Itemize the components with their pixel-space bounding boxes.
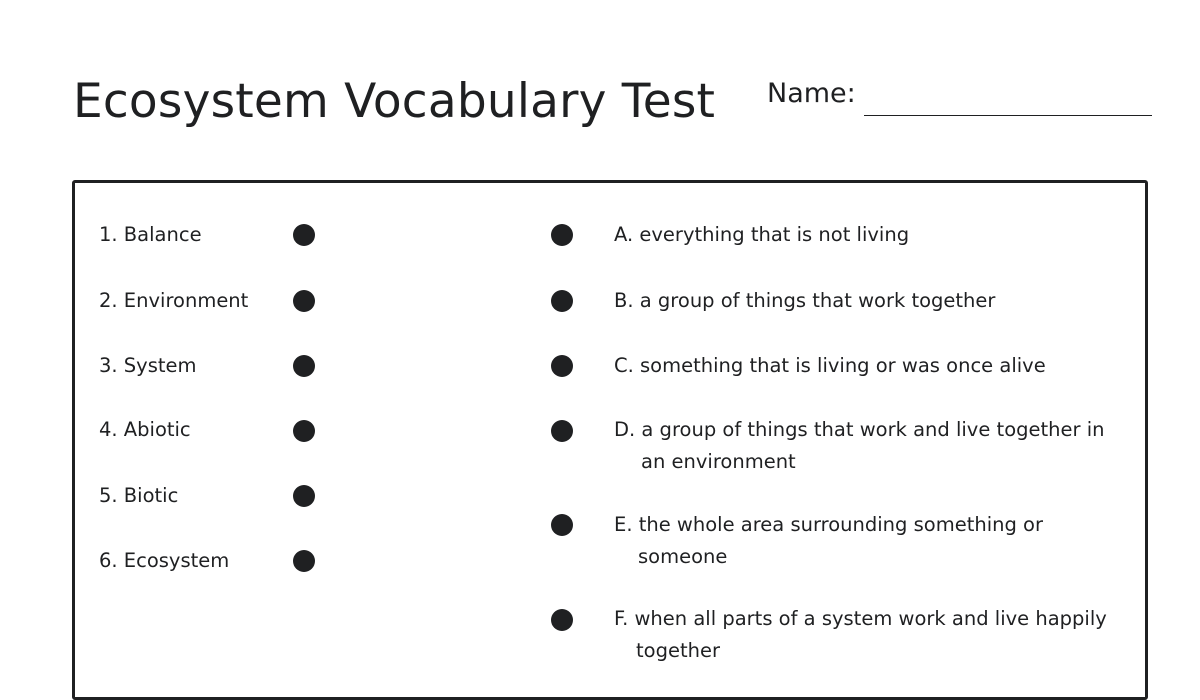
- definition-e-text: E. the whole area surrounding something or: [614, 513, 1043, 536]
- term-balance: 1. Balance: [99, 223, 202, 246]
- definition-a-text: A. everything that is not living: [614, 223, 910, 246]
- term-environment: 2. Environment: [99, 289, 249, 312]
- definition-dot-f[interactable]: [551, 609, 573, 631]
- term-dot-5[interactable]: [293, 485, 315, 507]
- definition-e-continuation: someone: [638, 545, 728, 568]
- definition-f-continuation: together: [636, 639, 720, 662]
- definition-c: [614, 350, 1046, 382]
- definition-c-text: C. something that is living or was once alive: [614, 354, 1046, 377]
- term-system: 3. System: [99, 354, 197, 377]
- page-title: Ecosystem Vocabulary Test: [73, 74, 716, 129]
- term-dot-4[interactable]: [293, 420, 315, 442]
- name-label: Name:: [767, 78, 856, 109]
- definition-f: [614, 603, 1107, 667]
- definition-e: [614, 509, 1043, 573]
- definition-dot-e[interactable]: [551, 514, 573, 536]
- term-ecosystem: 6. Ecosystem: [99, 549, 230, 572]
- definition-dot-c[interactable]: [551, 355, 573, 377]
- definition-dot-a[interactable]: [551, 224, 573, 246]
- term-dot-1[interactable]: [293, 224, 315, 246]
- term-abiotic: 4. Abiotic: [99, 418, 191, 441]
- name-input-line[interactable]: [864, 115, 1152, 116]
- definition-dot-d[interactable]: [551, 420, 573, 442]
- definition-b: [614, 285, 995, 317]
- definition-f-text: F. when all parts of a system work and live happily: [614, 607, 1107, 630]
- definition-d: [614, 414, 1105, 478]
- term-dot-6[interactable]: [293, 550, 315, 572]
- term-biotic: 5. Biotic: [99, 484, 179, 507]
- term-dot-3[interactable]: [293, 355, 315, 377]
- term-dot-2[interactable]: [293, 290, 315, 312]
- definition-b-text: B. a group of things that work together: [614, 289, 996, 312]
- definition-d-text: D. a group of things that work and live together in: [614, 418, 1105, 441]
- definition-d-continuation: an environment: [641, 450, 796, 473]
- definition-dot-b[interactable]: [551, 290, 573, 312]
- definition-a: [614, 219, 909, 251]
